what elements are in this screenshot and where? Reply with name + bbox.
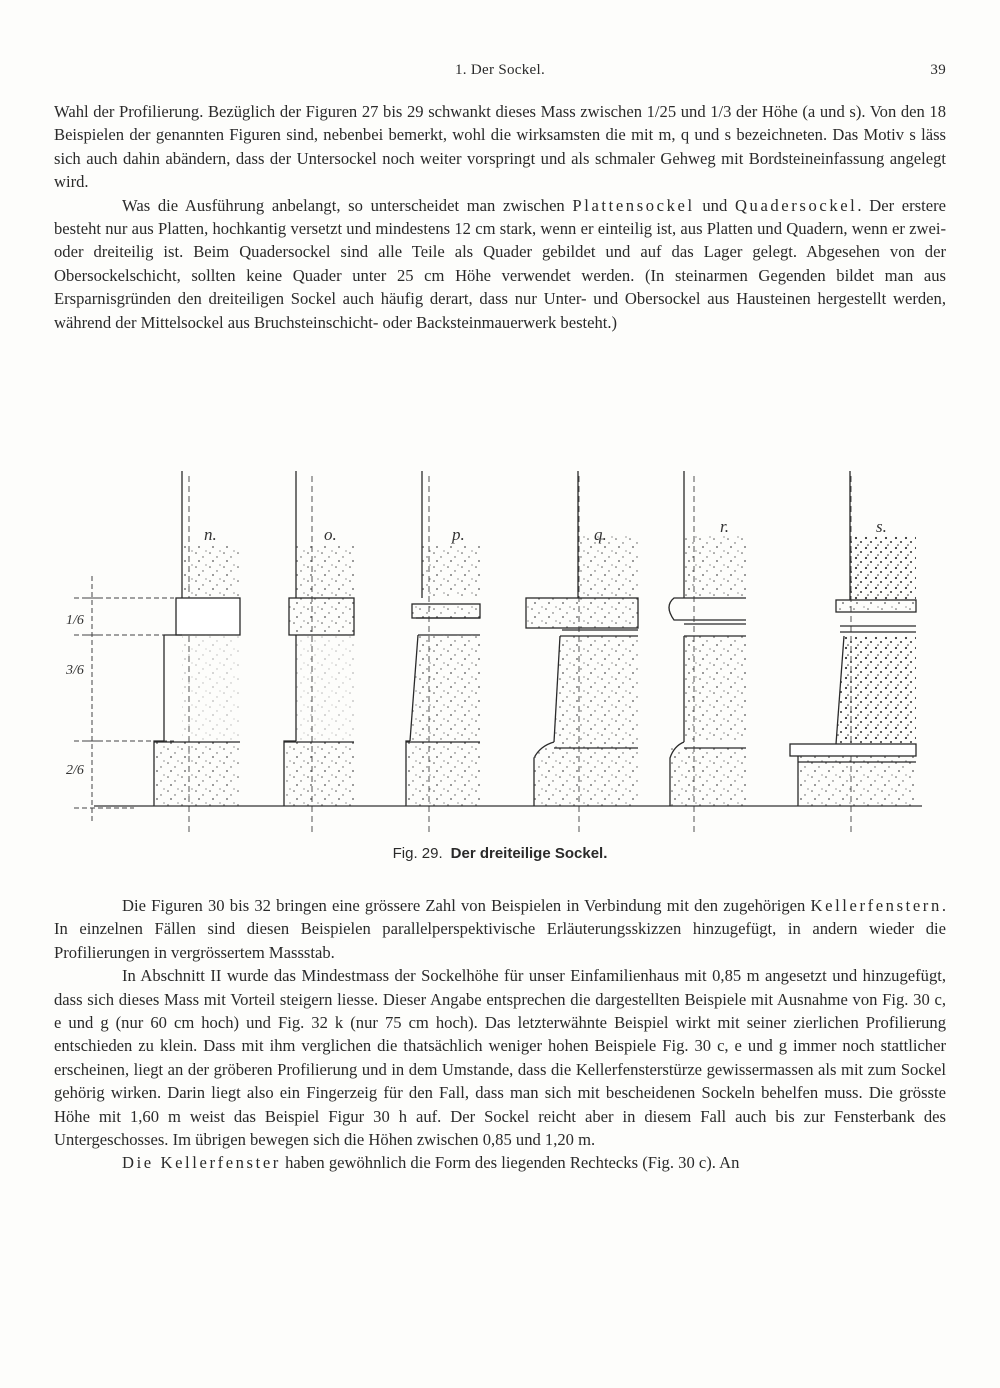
profile-n — [154, 471, 240, 836]
paragraph-figuren: Die Figuren 30 bis 32 bringen eine grössere Zahl von Beispielen in Verbindung mit den zugehörigen Kellerfenstern. In einzelnen Fällen sind diesen Beispielen parallelperspektivische Erläuterungsskizzen hinzugefügt, in andern wieder die Profilierungen in vergrössertem Massstab. — [54, 896, 946, 962]
label-s: s. — [876, 517, 887, 536]
figure-29 — [54, 466, 946, 840]
sockel-profile-drawing — [54, 466, 946, 840]
profile-o — [284, 471, 354, 836]
profile-q — [526, 471, 638, 836]
dim-label-1-6: 1/6 — [66, 613, 84, 628]
fraction-1-25: 1/25 — [646, 102, 677, 121]
label-o: o. — [324, 525, 337, 544]
term-quadersockel: Quadersockel — [734, 195, 858, 215]
paragraph-profilierung: Wahl der Profilierung. Bezüglich der Figuren 27 bis 29 schwankt dieses Mass zwischen 1/25 und 1/3 der Höhe (a und s). Von den 18 Beispielen der genannten Figuren sind, nebenbei bemerkt, wohl die wirksamsten die mit m, q und s bezeichneten. Das Motiv s läss sich auch dahin abändern, dass der Untersockel noch weiter vorspringt und als schmaler Gehweg mit Bordsteineinfassung angelegt wird. — [54, 102, 947, 192]
profile-p — [406, 471, 480, 836]
label-q: q. — [594, 525, 607, 544]
text-block-bottom — [54, 894, 946, 1175]
term-die-kellerfenster: Die Kellerfenster — [122, 1153, 281, 1173]
paragraph-kellerfenster: Die Kellerfenster haben gewöhnlich die Form des liegenden Rechtecks (Fig. 30 c). An — [122, 1153, 740, 1173]
text-block-top — [54, 100, 946, 334]
caption-title: Der dreiteilige Sockel. — [450, 845, 608, 862]
dim-label-3-6: 3/6 — [66, 663, 84, 678]
label-n: n. — [204, 525, 217, 544]
fraction-1-3: 1/3 — [710, 102, 732, 121]
paragraph-ausfuehrung: Was die Ausführung anbelangt, so unterscheidet man zwischen Plattensockel und Quadersockel. Der erstere besteht nur aus Platten, hochkantig versetzt und mindestens 12 cm stark, wenn er einteilig ist, aus Platten und Quadern, wenn er zwei- oder dreiteilig ist. Beim Quadersockel sind alle Teile als Quader gebildet und auf das Lager gelegt. Abgesehen von der Obersockelschicht, sollten keine Quader unter 25 cm Höhe verwendet werden. (In steinarmen Gegenden bildet man aus Ersparnisgründen den dreiteiligen Sockel auch häufig derart, dass nur Unter- und Obersockel aus Hausteinen hergestellt werden, während der Mittelsockel aus Bruchsteinschicht- oder Backsteinmauerwerk besteht.) — [54, 195, 947, 332]
profile-s — [790, 471, 916, 836]
page-number: 39 — [930, 62, 946, 78]
running-title: 1. Der Sockel. — [454, 62, 545, 78]
page-header — [54, 62, 946, 86]
label-p: p. — [452, 525, 465, 544]
caption-number: Fig. 29. — [392, 845, 443, 862]
term-kellerfenstern: Kellerfenstern — [810, 896, 942, 915]
dim-label-2-6: 2/6 — [66, 763, 84, 778]
profile-r — [669, 471, 746, 836]
term-plattensockel: Plattensockel — [572, 195, 695, 215]
label-r: r. — [720, 517, 729, 536]
paragraph-abschnitt: In Abschnitt II wurde das Mindestmass der Sockelhöhe für unser Einfamilienhaus mit 0,85 m angesetzt und hinzugefügt, dass sich dieses Mass mit Vorteil steigern liesse. Dieser Angabe entsprechen die dargestellten Beispiele mit Ausnahme von Fig. 30 c, e und g (nur 60 cm hoch) und Fig. 32 k (nur 75 cm hoch). Das letzterwähnte Beispiel wirkt mit seiner zierlichen Profilierung entschieden zu klein. Dass mit ihm verglichen die thatsächlich weniger hohen Beispiele Fig. 30 c, e und g immer noch stattlicher erscheinen, liegt an der gröberen Profilierung und in dem Umstande, dass die Kellerfensterstürze gewissermassen als mit zum Sockel gehörig wirken. Darin liegt also ein Fingerzeig für den Fall, dass man sich mit bescheidenen Sockeln behelfen muss. Die grösste Höhe mit 1,60 m weist das Beispiel Figur 30 h auf. Der Sockel reicht aber in diesem Fall auch bis zur Fensterbank des Untergeschosses. Im übrigen bewegen sich die Höhen zwischen 0,85 und 1,20 m. — [54, 966, 946, 1150]
figure-caption — [54, 845, 946, 862]
